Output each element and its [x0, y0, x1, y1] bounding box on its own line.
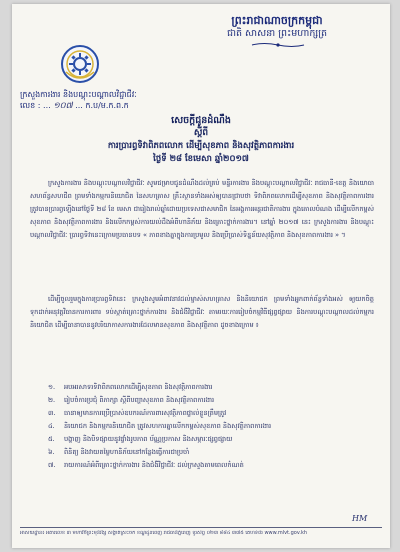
list-item: ១. អបអរសាទរទិវាពិភពលោកដើម្បីសុខភាព និងសុវត្ថិភាពការងារ — [48, 383, 213, 391]
reference-number: ១០៧ — [53, 101, 73, 111]
ministry-logo-icon — [60, 44, 100, 84]
national-motto: ជាតិ សាសនា ព្រះមហាក្សត្រ — [226, 28, 328, 39]
list-item: ៥. បង្ហាញ និងបិទផ្សាយនូវផ្ទាំងរូបភាព ប័ណ្ណប្រកាស និងសម្ភារៈផ្សព្វផ្សាយ — [48, 435, 233, 443]
action-list — [48, 381, 368, 472]
document-page — [12, 4, 390, 548]
footer-divider — [20, 527, 382, 528]
list-item: ៧. រាយការណ៍អំពីគ្រោះថ្នាក់ការងារ និងជំងឺវិជ្ជាជីវៈ ដល់ក្រសួងតាមពេលកំណត់ — [48, 461, 244, 469]
list-item: ៦. ពិនិត្យ និងវាយតម្លៃហានិភ័យនៅកន្លែងធ្វើការជាប្រចាំ — [48, 448, 190, 456]
event-date: ថ្ងៃទី ២៨ ខែមេសា ឆ្នាំ២០១៧ — [153, 154, 249, 164]
ornament-divider-icon — [250, 42, 306, 48]
reference-line: លេខ : ... ១០៧ ... ក.ប/ម.ក.ព.ក — [20, 101, 129, 111]
footer-address: អាសយដ្ឋាន៖ អគារលេខ ៣ មហាវិថីព្រះមុនីវង្ស សង្កាត់ស្រះចក ខណ្ឌដូនពេញ រាជធានីភ្នំពេញ ទូរស័ព្ទ ០២៣ ៨៨៤ ៣៧៥ គេហទំព័រ www.mlvt.gov.kh — [20, 530, 308, 536]
page-initials: HM — [352, 514, 368, 523]
body-paragraph-1: ក្រសួងការងារ និងបណ្តុះបណ្តាលវិជ្ជាជីវៈ សូមជម្រាបជូនដំណឹងដល់គ្រប់ មន្ទីរការងារ និងបណ្តុះបណ្តាលវិជ្ជាជីវៈ រាជធានី-ខេត្ត និងយោធា សហព័ន្ធសហជីព ព្រមទាំងកម្មករនិយោជិត នៃសហគ្រាស គ្រឹះស្ថានទាំងអស់ឲ្យបានជ្រាបថា ទិវាពិភពលោកដើម្បីសុខភាព និងសុវត្ថិភាពការងារ ត្រូវបានប្រារព្ធឡើងនៅថ្ងៃទី ២៨ ខែ មេសា ជារៀងរាល់ឆ្នាំដោយប្រទេសជាសមាជិក នៃអង្គការអន្តរជាតិការងារ ក្នុងគោលបំណង ដើម្បីលើកកម្ពស់សុខភាព និងសុវត្ថិភាពការងារ និងលើកកម្ពស់ការយល់ដឹងអំពីហានិភ័យ និងគ្រោះថ្នាក់ការងារ។ នៅឆ្នាំ ២០១៧ នេះ ក្រសួងការងារ និងបណ្តុះបណ្តាលវិជ្ជាជីវៈ ប្រារព្ធទិវានេះក្រោមប្រធានបទ « ភាពខាងគ្នាក្នុងការប្រមូល និងប្រើប្រាស់ទិន្នន័យសុវត្ថិភាព និងសុខភាពការងារ » ។ — [30, 178, 374, 239]
ministry-name: ក្រសួងការងារ និងបណ្តុះបណ្តាលវិជ្ជាជីវៈ — [20, 90, 137, 99]
body-paragraph-2: ដើម្បីចូលរួមក្នុងការប្រារព្ធទិវានេះ ក្រសួងសូមអំពាវនាវដល់ម្ចាស់សហគ្រាស និងនិយោជក ព្រមទាំងអ្នកពាក់ព័ន្ធទាំងអស់ ឲ្យយកចិត្តទុកដាក់អនុវត្តវិធានការការពារ ទប់ស្កាត់គ្រោះថ្នាក់ការងារ និងជំងឺវិជ្ជាជីវៈ តាមរយៈការរៀបចំកម្មវិធីផ្សព្វផ្សាយ និងការបណ្តុះបណ្តាលដល់កម្មករនិយោជិត ដើម្បីធានាបាននូវបរិយាកាសការងារដែលមានសុខភាព និងសុវត្ថិភាព ដូចខាងក្រោម ៖ — [30, 294, 374, 329]
document-subject: ការប្រារព្ធទិវាពិភពលោក ដើម្បីសុខភាព និងសុវត្ថិភាពការងារ — [107, 141, 295, 151]
reference-suffix: ក.ប/ម.ក.ព.ក — [85, 101, 129, 110]
kingdom-heading: ព្រះរាជាណាចក្រកម្ពុជា — [231, 14, 323, 27]
title-about: ស្តីពី — [193, 128, 209, 138]
reference-label: លេខ : — [20, 101, 41, 110]
list-item: ២. រៀបចំការប្រជុំ ពិភាក្សា ស្តីពីបញ្ហាសុខភាព និងសុវត្ថិភាពការងារ — [48, 396, 215, 404]
document-title: សេចក្តីជូនដំណឹង — [171, 115, 231, 126]
list-item: ៤. និយោជក និងកម្មករនិយោជិត ត្រូវសហការគ្នាលើកកម្ពស់សុខភាព និងសុវត្ថិភាពការងារ — [48, 422, 272, 430]
list-item: ៣. ធានាឲ្យមានការប្រើប្រាស់ឧបករណ៍ការពារសុវត្ថិភាពផ្ទាល់ខ្លួនត្រឹមត្រូវ — [48, 409, 227, 417]
